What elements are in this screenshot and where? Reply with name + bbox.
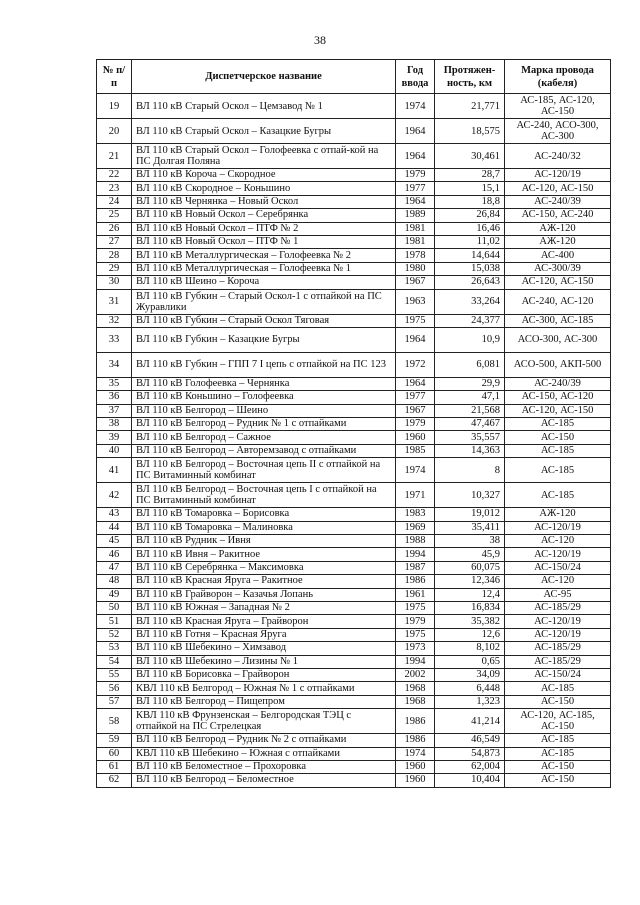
row-wire-brand: АС-240/32 <box>505 144 611 169</box>
row-wire-brand: АС-185 <box>505 747 611 760</box>
row-line-name: ВЛ 110 кВ Губкин – Старый Оскол Тяговая <box>132 314 396 327</box>
row-year: 1975 <box>396 628 435 641</box>
row-year: 1972 <box>396 352 435 377</box>
row-line-name: ВЛ 110 кВ Ивня – Ракитное <box>132 548 396 561</box>
table-row <box>97 431 611 444</box>
row-length: 10,327 <box>435 483 505 508</box>
table-row <box>97 169 611 182</box>
table-row <box>97 588 611 601</box>
row-number: 25 <box>97 209 132 222</box>
row-year: 1964 <box>396 119 435 144</box>
row-line-name: ВЛ 110 кВ Голофеевка – Чернянка <box>132 377 396 390</box>
row-wire-brand: АС-120 <box>505 575 611 588</box>
row-year: 1987 <box>396 561 435 574</box>
row-year: 1973 <box>396 642 435 655</box>
row-length: 35,557 <box>435 431 505 444</box>
row-number: 51 <box>97 615 132 628</box>
table-row <box>97 628 611 641</box>
row-year: 2002 <box>396 668 435 681</box>
row-number: 46 <box>97 548 132 561</box>
row-line-name: ВЛ 110 кВ Коньшино – Голофеевка <box>132 391 396 404</box>
row-number: 45 <box>97 535 132 548</box>
table-row <box>97 249 611 262</box>
row-length: 14,363 <box>435 444 505 457</box>
row-year: 1988 <box>396 535 435 548</box>
row-number: 39 <box>97 431 132 444</box>
row-line-name: ВЛ 110 кВ Беломестное – Прохоровка <box>132 760 396 773</box>
row-number: 42 <box>97 483 132 508</box>
row-year: 1983 <box>396 508 435 521</box>
row-line-name: КВЛ 110 кВ Белгород – Южная № 1 с отпайками <box>132 682 396 695</box>
row-wire-brand: АС-120 <box>505 535 611 548</box>
row-length: 47,467 <box>435 418 505 431</box>
row-number: 47 <box>97 561 132 574</box>
table-header-row <box>97 60 611 94</box>
row-year: 1961 <box>396 588 435 601</box>
table-row <box>97 276 611 289</box>
row-year: 1978 <box>396 249 435 262</box>
row-line-name: КВЛ 110 кВ Фрунзенская – Белгородская ТЭЦ с отпайкой на ПС Стрелецкая <box>132 709 396 734</box>
row-wire-brand: АС-120, АС-150 <box>505 276 611 289</box>
row-length: 35,382 <box>435 615 505 628</box>
row-line-name: ВЛ 110 кВ Чернянка – Новый Оскол <box>132 195 396 208</box>
row-length: 0,65 <box>435 655 505 668</box>
row-line-name: ВЛ 110 кВ Новый Оскол – ПТФ № 2 <box>132 222 396 235</box>
header-name: Диспетчерское название <box>132 60 396 94</box>
row-number: 40 <box>97 444 132 457</box>
row-line-name: ВЛ 110 кВ Новый Оскол – ПТФ № 1 <box>132 235 396 248</box>
table-row <box>97 352 611 377</box>
table-row <box>97 548 611 561</box>
row-wire-brand: АЖ-120 <box>505 508 611 521</box>
row-line-name: ВЛ 110 кВ Серебрянка – Максимовка <box>132 561 396 574</box>
row-line-name: ВЛ 110 кВ Губкин – ГПП 7 I цепь с отпайкой на ПС 123 <box>132 352 396 377</box>
row-year: 1981 <box>396 222 435 235</box>
table-row <box>97 314 611 327</box>
row-line-name: ВЛ 110 кВ Белгород – Восточная цепь II с отпайкой на ПС Витаминный комбинат <box>132 458 396 483</box>
row-number: 31 <box>97 289 132 314</box>
row-wire-brand: АС-120, АС-185, АС-150 <box>505 709 611 734</box>
row-year: 1994 <box>396 548 435 561</box>
row-line-name: ВЛ 110 кВ Новый Оскол – Серебрянка <box>132 209 396 222</box>
row-length: 33,264 <box>435 289 505 314</box>
row-number: 19 <box>97 94 132 119</box>
row-length: 54,873 <box>435 747 505 760</box>
table-row <box>97 615 611 628</box>
row-wire-brand: АС-240/39 <box>505 377 611 390</box>
row-year: 1969 <box>396 521 435 534</box>
row-line-name: ВЛ 110 кВ Короча – Скородное <box>132 169 396 182</box>
row-number: 44 <box>97 521 132 534</box>
row-year: 1964 <box>396 377 435 390</box>
row-line-name: ВЛ 110 кВ Губкин – Казацкие Бугры <box>132 327 396 352</box>
row-number: 62 <box>97 774 132 787</box>
row-year: 1964 <box>396 144 435 169</box>
row-number: 53 <box>97 642 132 655</box>
header-year: Год ввода <box>396 60 435 94</box>
table-row <box>97 235 611 248</box>
row-length: 6,448 <box>435 682 505 695</box>
row-wire-brand: АС-185/29 <box>505 642 611 655</box>
row-number: 27 <box>97 235 132 248</box>
table-row <box>97 327 611 352</box>
row-year: 1960 <box>396 774 435 787</box>
table-row <box>97 119 611 144</box>
row-year: 1979 <box>396 169 435 182</box>
row-length: 24,377 <box>435 314 505 327</box>
row-wire-brand: АС-185/29 <box>505 655 611 668</box>
table-row <box>97 483 611 508</box>
row-line-name: ВЛ 110 кВ Металлургическая – Голофеевка № 2 <box>132 249 396 262</box>
table-row <box>97 222 611 235</box>
row-length: 15,038 <box>435 262 505 275</box>
row-number: 28 <box>97 249 132 262</box>
row-wire-brand: АС-120/19 <box>505 548 611 561</box>
row-year: 1980 <box>396 262 435 275</box>
table-row <box>97 709 611 734</box>
row-line-name: КВЛ 110 кВ Шебекино – Южная с отпайками <box>132 747 396 760</box>
row-length: 38 <box>435 535 505 548</box>
table-row <box>97 458 611 483</box>
row-number: 34 <box>97 352 132 377</box>
row-length: 35,411 <box>435 521 505 534</box>
table-row <box>97 760 611 773</box>
table-row <box>97 521 611 534</box>
row-wire-brand: АС-120, АС-150 <box>505 404 611 417</box>
row-line-name: ВЛ 110 кВ Шебекино – Химзавод <box>132 642 396 655</box>
row-number: 35 <box>97 377 132 390</box>
row-number: 50 <box>97 601 132 614</box>
row-year: 1986 <box>396 734 435 747</box>
row-length: 28,7 <box>435 169 505 182</box>
table-row <box>97 94 611 119</box>
row-line-name: ВЛ 110 кВ Скородное – Коньшино <box>132 182 396 195</box>
row-length: 8 <box>435 458 505 483</box>
row-number: 38 <box>97 418 132 431</box>
row-number: 52 <box>97 628 132 641</box>
row-number: 21 <box>97 144 132 169</box>
row-wire-brand: АС-150, АС-120 <box>505 391 611 404</box>
table-row <box>97 262 611 275</box>
page-number: 38 <box>314 33 326 47</box>
table-row <box>97 575 611 588</box>
row-year: 1979 <box>396 615 435 628</box>
row-wire-brand: АС-185 <box>505 483 611 508</box>
row-line-name: ВЛ 110 кВ Металлургическая – Голофеевка № 1 <box>132 262 396 275</box>
row-year: 1967 <box>396 404 435 417</box>
row-wire-brand: АС-240/39 <box>505 195 611 208</box>
row-length: 30,461 <box>435 144 505 169</box>
row-number: 26 <box>97 222 132 235</box>
row-year: 1981 <box>396 235 435 248</box>
row-wire-brand: АСО-300, АС-300 <box>505 327 611 352</box>
row-number: 48 <box>97 575 132 588</box>
row-year: 1979 <box>396 418 435 431</box>
row-year: 1977 <box>396 391 435 404</box>
table-row <box>97 289 611 314</box>
row-year: 1963 <box>396 289 435 314</box>
table-row <box>97 404 611 417</box>
row-year: 1975 <box>396 601 435 614</box>
row-length: 10,404 <box>435 774 505 787</box>
table-row <box>97 144 611 169</box>
row-number: 43 <box>97 508 132 521</box>
row-wire-brand: АС-185 <box>505 734 611 747</box>
table-row <box>97 774 611 787</box>
row-number: 61 <box>97 760 132 773</box>
row-length: 12,346 <box>435 575 505 588</box>
row-number: 23 <box>97 182 132 195</box>
row-wire-brand: АС-300/39 <box>505 262 611 275</box>
row-number: 29 <box>97 262 132 275</box>
row-year: 1977 <box>396 182 435 195</box>
row-wire-brand: АС-150 <box>505 695 611 708</box>
row-number: 36 <box>97 391 132 404</box>
row-length: 34,09 <box>435 668 505 681</box>
table-row <box>97 508 611 521</box>
row-wire-brand: АС-150 <box>505 760 611 773</box>
table-row <box>97 561 611 574</box>
row-number: 37 <box>97 404 132 417</box>
row-wire-brand: АС-240, АСО-300, АС-300 <box>505 119 611 144</box>
row-year: 1989 <box>396 209 435 222</box>
row-year: 1960 <box>396 431 435 444</box>
row-length: 1,323 <box>435 695 505 708</box>
row-wire-brand: АС-150/24 <box>505 561 611 574</box>
row-year: 1960 <box>396 760 435 773</box>
row-line-name: ВЛ 110 кВ Шеино – Короча <box>132 276 396 289</box>
row-length: 15,1 <box>435 182 505 195</box>
row-wire-brand: АС-185 <box>505 418 611 431</box>
row-number: 20 <box>97 119 132 144</box>
row-year: 1971 <box>396 483 435 508</box>
row-line-name: ВЛ 110 кВ Белгород – Пищепром <box>132 695 396 708</box>
row-wire-brand: АС-300, АС-185 <box>505 314 611 327</box>
row-wire-brand: АС-150/24 <box>505 668 611 681</box>
row-length: 12,4 <box>435 588 505 601</box>
row-length: 26,643 <box>435 276 505 289</box>
row-wire-brand: АС-240, АС-120 <box>505 289 611 314</box>
header-length: Протяжен-ность, км <box>435 60 505 94</box>
row-number: 24 <box>97 195 132 208</box>
row-length: 6,081 <box>435 352 505 377</box>
row-number: 30 <box>97 276 132 289</box>
row-wire-brand: АС-120/19 <box>505 615 611 628</box>
row-number: 54 <box>97 655 132 668</box>
row-length: 41,214 <box>435 709 505 734</box>
row-wire-brand: АС-400 <box>505 249 611 262</box>
row-line-name: ВЛ 110 кВ Красная Яруга – Ракитное <box>132 575 396 588</box>
row-number: 57 <box>97 695 132 708</box>
row-number: 60 <box>97 747 132 760</box>
row-wire-brand: АС-150, АС-240 <box>505 209 611 222</box>
row-number: 58 <box>97 709 132 734</box>
table-row <box>97 182 611 195</box>
row-wire-brand: АС-185 <box>505 458 611 483</box>
row-year: 1964 <box>396 195 435 208</box>
row-wire-brand: АС-185/29 <box>505 601 611 614</box>
row-line-name: ВЛ 110 кВ Белгород – Рудник № 1 с отпайками <box>132 418 396 431</box>
row-wire-brand: АС-120, АС-150 <box>505 182 611 195</box>
row-wire-brand: АС-185 <box>505 444 611 457</box>
row-length: 45,9 <box>435 548 505 561</box>
row-line-name: ВЛ 110 кВ Белгород – Авторемзавод с отпайками <box>132 444 396 457</box>
row-number: 32 <box>97 314 132 327</box>
row-length: 26,84 <box>435 209 505 222</box>
row-length: 8,102 <box>435 642 505 655</box>
row-length: 60,075 <box>435 561 505 574</box>
row-line-name: ВЛ 110 кВ Старый Оскол – Голофеевка с отпай-кой на ПС Долгая Поляна <box>132 144 396 169</box>
row-length: 12,6 <box>435 628 505 641</box>
row-length: 16,834 <box>435 601 505 614</box>
row-number: 56 <box>97 682 132 695</box>
row-line-name: ВЛ 110 кВ Рудник – Ивня <box>132 535 396 548</box>
row-line-name: ВЛ 110 кВ Белгород – Рудник № 2 с отпайками <box>132 734 396 747</box>
table-row <box>97 601 611 614</box>
row-length: 21,568 <box>435 404 505 417</box>
row-length: 14,644 <box>435 249 505 262</box>
row-wire-brand: АС-120/19 <box>505 628 611 641</box>
table-row <box>97 734 611 747</box>
row-number: 49 <box>97 588 132 601</box>
row-line-name: ВЛ 110 кВ Красная Яруга – Грайворон <box>132 615 396 628</box>
table-row <box>97 209 611 222</box>
row-wire-brand: АСО-500, АКП-500 <box>505 352 611 377</box>
row-year: 1974 <box>396 94 435 119</box>
table-row <box>97 377 611 390</box>
row-wire-brand: АС-185 <box>505 682 611 695</box>
row-wire-brand: АС-150 <box>505 431 611 444</box>
row-year: 1985 <box>396 444 435 457</box>
row-wire-brand: АЖ-120 <box>505 222 611 235</box>
row-length: 18,575 <box>435 119 505 144</box>
row-line-name: ВЛ 110 кВ Старый Оскол – Цемзавод № 1 <box>132 94 396 119</box>
table-row <box>97 655 611 668</box>
table-row <box>97 747 611 760</box>
row-year: 1994 <box>396 655 435 668</box>
row-length: 19,012 <box>435 508 505 521</box>
row-line-name: ВЛ 110 кВ Белгород – Шеино <box>132 404 396 417</box>
row-year: 1967 <box>396 276 435 289</box>
row-line-name: ВЛ 110 кВ Томаровка – Борисовка <box>132 508 396 521</box>
row-length: 10,9 <box>435 327 505 352</box>
power-lines-table <box>96 59 611 788</box>
row-year: 1975 <box>396 314 435 327</box>
table-row <box>97 391 611 404</box>
row-line-name: ВЛ 110 кВ Готня – Красная Яруга <box>132 628 396 641</box>
row-line-name: ВЛ 110 кВ Губкин – Старый Оскол-1 с отпайкой на ПС Журавлики <box>132 289 396 314</box>
row-year: 1974 <box>396 458 435 483</box>
row-line-name: ВЛ 110 кВ Грайворон – Казачья Лопань <box>132 588 396 601</box>
row-wire-brand: АС-120/19 <box>505 169 611 182</box>
table-row <box>97 642 611 655</box>
row-length: 46,549 <box>435 734 505 747</box>
row-line-name: ВЛ 110 кВ Старый Оскол – Казацкие Бугры <box>132 119 396 144</box>
header-number: № п/п <box>97 60 132 94</box>
row-length: 62,004 <box>435 760 505 773</box>
row-year: 1974 <box>396 747 435 760</box>
row-year: 1986 <box>396 709 435 734</box>
row-number: 59 <box>97 734 132 747</box>
row-length: 47,1 <box>435 391 505 404</box>
row-year: 1964 <box>396 327 435 352</box>
table-row <box>97 444 611 457</box>
row-wire-brand: АС-120/19 <box>505 521 611 534</box>
table-row <box>97 682 611 695</box>
row-length: 18,8 <box>435 195 505 208</box>
table-row <box>97 535 611 548</box>
row-line-name: ВЛ 110 кВ Южная – Западная № 2 <box>132 601 396 614</box>
row-wire-brand: АС-185, АС-120, АС-150 <box>505 94 611 119</box>
row-year: 1968 <box>396 695 435 708</box>
row-line-name: ВЛ 110 кВ Белгород – Беломестное <box>132 774 396 787</box>
table-row <box>97 668 611 681</box>
table-row <box>97 695 611 708</box>
table-row <box>97 418 611 431</box>
row-line-name: ВЛ 110 кВ Борисовка – Грайворон <box>132 668 396 681</box>
row-number: 41 <box>97 458 132 483</box>
row-year: 1968 <box>396 682 435 695</box>
row-wire-brand: АС-150 <box>505 774 611 787</box>
row-number: 22 <box>97 169 132 182</box>
row-length: 29,9 <box>435 377 505 390</box>
row-line-name: ВЛ 110 кВ Белгород – Сажное <box>132 431 396 444</box>
table-body <box>97 94 611 788</box>
row-number: 55 <box>97 668 132 681</box>
row-wire-brand: АЖ-120 <box>505 235 611 248</box>
row-length: 16,46 <box>435 222 505 235</box>
row-line-name: ВЛ 110 кВ Белгород – Восточная цепь I с отпайкой на ПС Витаминный комбинат <box>132 483 396 508</box>
row-line-name: ВЛ 110 кВ Томаровка – Малиновка <box>132 521 396 534</box>
row-length: 21,771 <box>435 94 505 119</box>
header-wire: Марка провода (кабеля) <box>505 60 611 94</box>
row-length: 11,02 <box>435 235 505 248</box>
table-row <box>97 195 611 208</box>
row-wire-brand: АС-95 <box>505 588 611 601</box>
row-number: 33 <box>97 327 132 352</box>
row-line-name: ВЛ 110 кВ Шебекино – Лизины № 1 <box>132 655 396 668</box>
row-year: 1986 <box>396 575 435 588</box>
